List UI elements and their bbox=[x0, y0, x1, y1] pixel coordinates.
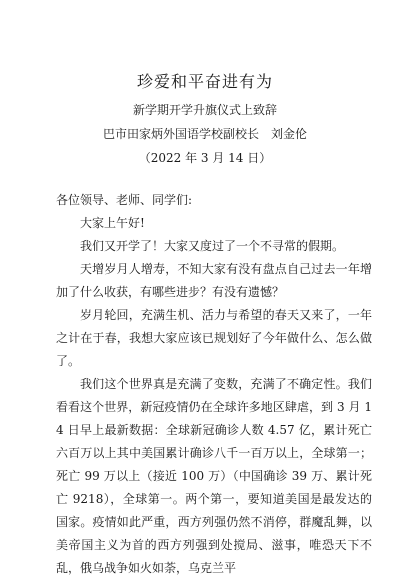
paragraph: 大家上午好! bbox=[80, 216, 145, 230]
paragraph: 我们这个世界真是充满了变数，充满了不确定性。我们看看这个世界，新冠疫情仍在全球许多地区肆虐，到 3 月 14 日早上最新数据：全球新冠确诊人数 4.57 亿，累计死亡六百万以上其中美国累计确诊八千一百万以上，全球第一；死亡 99 万以上（接近 100 万）（中国确诊 39 万、累计死亡 9218），全球第一。两个第一，要知道美国是最发达的国家。疫情如此严重，西方列强仍然不消停，群魔乱舞，以美帝国主义为首的西方列强到处搅局、滋事，唯恐天下不乱，俄乌战争如火如荼，乌克兰平 bbox=[56, 377, 372, 575]
document-date: （2022 年 3 月 14 日） bbox=[138, 151, 272, 165]
greeting: 各位领导、老师、同学们: bbox=[56, 193, 193, 207]
paragraph: 我们又开学了！大家又度过了一个不寻常的假期。 bbox=[80, 239, 345, 253]
paragraph: 天增岁月人增寿，不知大家有没有盘点自己过去一年增加了什么收获，有哪些进步？有没有遗憾？ bbox=[56, 262, 372, 299]
document-body bbox=[56, 189, 372, 580]
document-header bbox=[0, 72, 410, 166]
document-title: 珍爱和平奋进有为 bbox=[136, 72, 273, 91]
paragraph: 岁月轮回，充满生机、活力与希望的春天又来了，一年之计在于春，我想大家应该已规划好了今年做什么、怎么做了。 bbox=[56, 308, 372, 368]
document-subtitle: 新学期开学升旗仪式上致辞 bbox=[132, 103, 277, 117]
author-line: 巴市田家炳外国语学校副校长 刘金伦 bbox=[102, 127, 307, 141]
